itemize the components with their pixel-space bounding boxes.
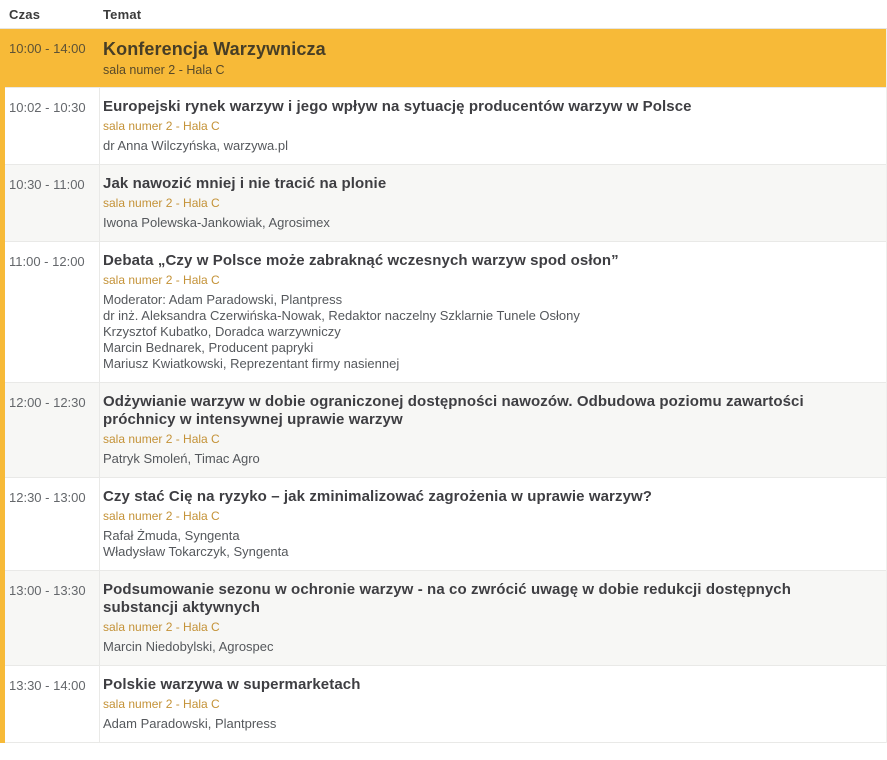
- speaker-line: Patryk Smoleń, Timac Agro: [103, 451, 260, 466]
- speaker-line: Marcin Bednarek, Producent papryki: [103, 340, 314, 355]
- session-details: [100, 242, 886, 382]
- session-time: 10:30 - 11:00: [5, 165, 100, 241]
- session-time: 12:30 - 13:00: [5, 478, 100, 570]
- session-title: Podsumowanie sezonu w ochronie warzyw - na co zwrócić uwagę w dobie redukcji dostępnych substancji aktywnych: [103, 581, 791, 616]
- session-location: sala numer 2 - Hala C: [103, 273, 220, 287]
- session-title: Konferencja Warzywnicza: [103, 39, 326, 59]
- session-title: Odżywianie warzyw w dobie ograniczonej dostępności nawozów. Odbudowa poziomu zawartości próchnicy w intensywnej uprawie warzyw: [103, 393, 804, 428]
- session-title: Jak nawozić mniej i nie tracić na plonie: [103, 175, 387, 192]
- session-details: [100, 165, 886, 241]
- session-row: [5, 88, 886, 165]
- speaker-line: Rafał Żmuda, Syngenta: [103, 528, 240, 543]
- speaker-line: Iwona Polewska-Jankowiak, Agrosimex: [103, 215, 330, 230]
- session-details: [100, 571, 886, 665]
- session-time: 10:02 - 10:30: [5, 88, 100, 164]
- speaker-line: Adam Paradowski, Plantpress: [103, 716, 277, 731]
- speaker-line: Marcin Niedobylski, Agrospec: [103, 639, 274, 654]
- session-speakers: [103, 528, 868, 560]
- session-title: Czy stać Cię na ryzyko – jak zminimalizować zagrożenia w uprawie warzyw?: [103, 488, 653, 505]
- column-header-topic: Temat: [103, 6, 142, 22]
- column-header-time: Czas: [9, 6, 41, 22]
- session-details: [100, 383, 886, 477]
- session-speakers: [103, 215, 868, 231]
- speaker-line: Moderator: Adam Paradowski, Plantpress: [103, 292, 343, 307]
- speaker-line: Mariusz Kwiatkowski, Reprezentant firmy nasiennej: [103, 356, 400, 371]
- session-location: sala numer 2 - Hala C: [103, 63, 225, 77]
- session-time: 12:00 - 12:30: [5, 383, 100, 477]
- session-details: [100, 478, 886, 570]
- session-speakers: [103, 292, 868, 372]
- session-location: sala numer 2 - Hala C: [103, 432, 220, 446]
- session-title: Polskie warzywa w supermarketach: [103, 676, 361, 693]
- session-location: sala numer 2 - Hala C: [103, 697, 220, 711]
- session-row: [5, 165, 886, 242]
- session-speakers: [103, 716, 868, 732]
- session-time: 10:00 - 14:00: [9, 41, 86, 56]
- table-header-row: [0, 0, 887, 29]
- session-title: Debata „Czy w Polsce może zabraknąć wczesnych warzyw spod osłon”: [103, 252, 619, 269]
- speaker-line: Krzysztof Kubatko, Doradca warzywniczy: [103, 324, 341, 339]
- session-row: [5, 571, 886, 666]
- session-row: [5, 383, 886, 478]
- session-location: sala numer 2 - Hala C: [103, 620, 220, 634]
- session-title: Europejski rynek warzyw i jego wpływ na sytuację producentów warzyw w Polsce: [103, 98, 692, 115]
- session-details: [100, 29, 886, 87]
- speaker-line: dr Anna Wilczyńska, warzywa.pl: [103, 138, 288, 153]
- session-row: [5, 478, 886, 571]
- agenda-rows: [0, 29, 887, 743]
- session-speakers: [103, 138, 868, 154]
- session-location: sala numer 2 - Hala C: [103, 509, 220, 523]
- session-row: [5, 29, 886, 88]
- session-row: [5, 242, 886, 383]
- session-speakers: [103, 451, 868, 467]
- speaker-line: dr inż. Aleksandra Czerwińska-Nowak, Redaktor naczelny Szklarnie Tunele Osłony: [103, 308, 580, 323]
- session-time: 13:30 - 14:00: [5, 666, 100, 742]
- session-speakers: [103, 639, 868, 655]
- session-time: 11:00 - 12:00: [5, 242, 100, 382]
- session-row: [5, 666, 886, 743]
- session-details: [100, 666, 886, 742]
- session-time: 13:00 - 13:30: [5, 571, 100, 665]
- session-location: sala numer 2 - Hala C: [103, 196, 220, 210]
- speaker-line: Władysław Tokarczyk, Syngenta: [103, 544, 289, 559]
- session-details: [100, 88, 886, 164]
- session-location: sala numer 2 - Hala C: [103, 119, 220, 133]
